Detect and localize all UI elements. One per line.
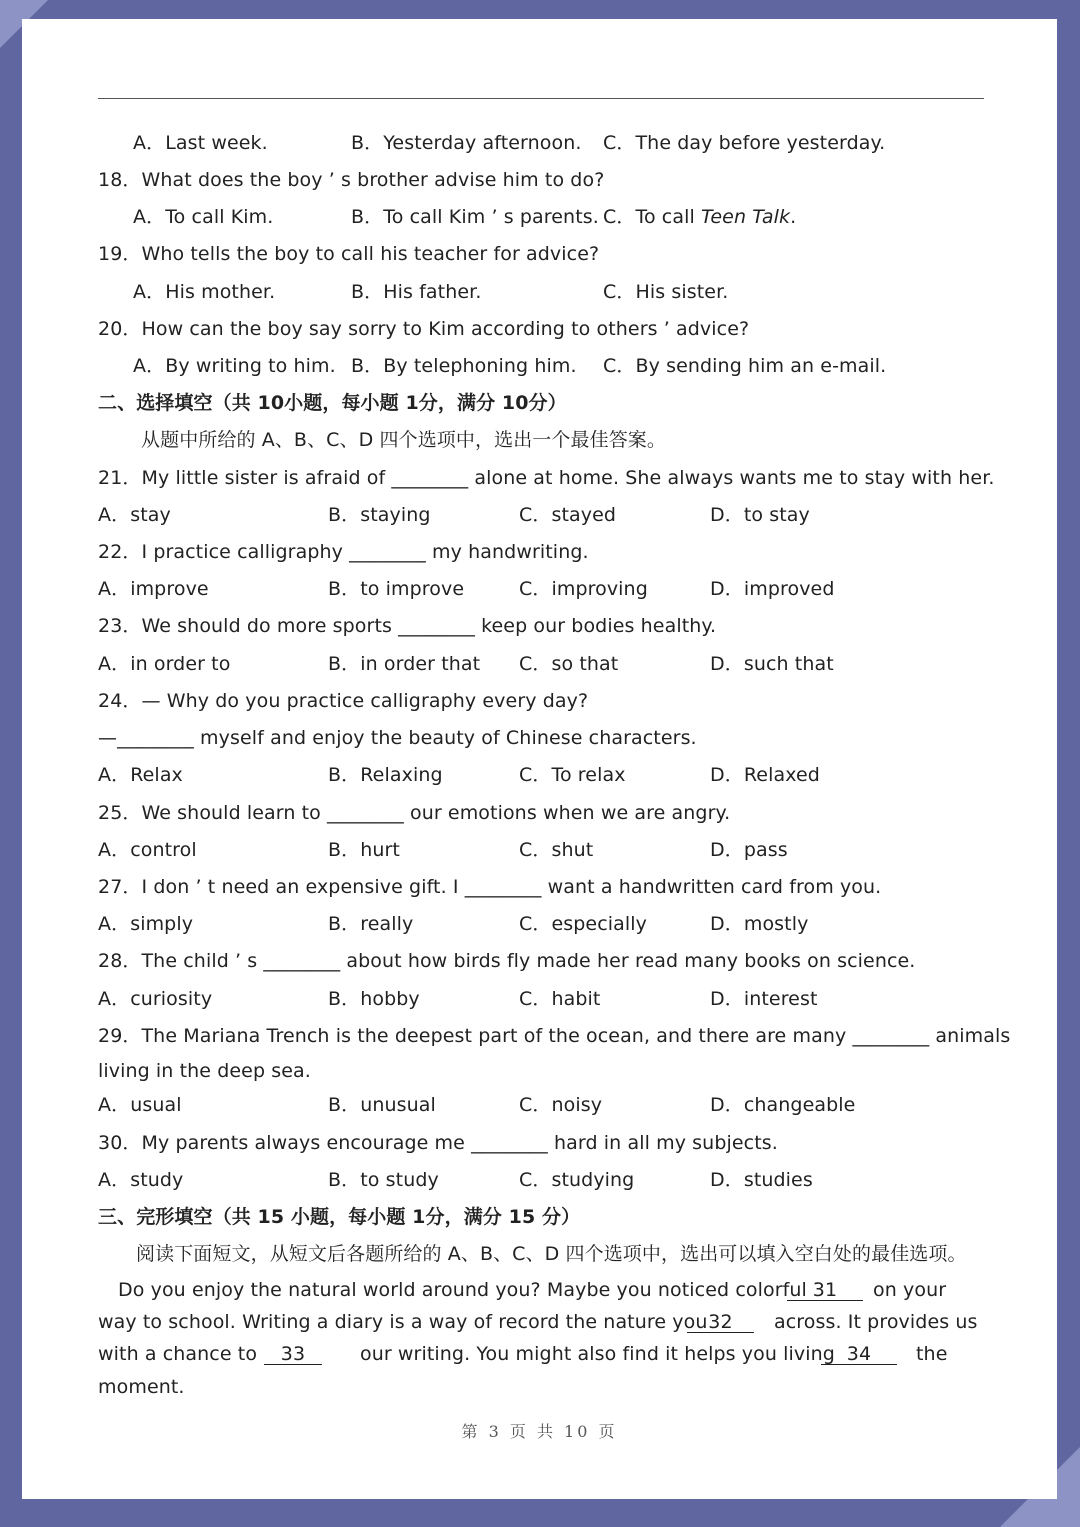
section3-instruction: 阅读下面短文，从短文后各题所给的 A、B、C、D 四个选项中，选出可以填入空白处的最佳选项。 bbox=[136, 1243, 967, 1265]
q19-option-b: B．His father. bbox=[351, 281, 482, 303]
section2-title: 二、选择填空（共 10小题，每小题 1分，满分 10分） bbox=[98, 392, 567, 414]
passage-line-4: moment. bbox=[98, 1376, 185, 1398]
q18-option-b: B．To call Kim ’ s parents. bbox=[351, 206, 599, 228]
q24-option-c: C．To relax bbox=[519, 764, 626, 786]
q24-answer-line: —________ myself and enjoy the beauty of Chinese characters. bbox=[98, 727, 697, 749]
q21-option-c: C．stayed bbox=[519, 504, 617, 526]
q22-question: 22．I practice calligraphy ________ my handwriting. bbox=[98, 541, 589, 563]
q23-option-d: D．such that bbox=[710, 653, 834, 675]
q18-option-c-end: . bbox=[790, 206, 797, 228]
q29-question: 29．The Mariana Trench is the deepest part of the ocean, and there are many ________ animals bbox=[98, 1025, 1011, 1047]
q20-option-b: B．By telephoning him. bbox=[351, 355, 577, 377]
q18-option-c-text: C．To call bbox=[603, 206, 701, 228]
q17-option-a: A．Last week. bbox=[133, 132, 268, 154]
q19-option-c: C．His sister. bbox=[603, 281, 729, 303]
q29-option-a: A．usual bbox=[98, 1094, 182, 1116]
q25-option-d: D．pass bbox=[710, 839, 788, 861]
q30-option-d: D．studies bbox=[710, 1169, 813, 1191]
q25-option-b: B．hurt bbox=[328, 839, 400, 861]
q30-option-a: A．study bbox=[98, 1169, 184, 1191]
blank-33: 33 bbox=[264, 1344, 322, 1365]
q28-option-c: C．habit bbox=[519, 988, 601, 1010]
passage-line-1-end: on your bbox=[873, 1279, 947, 1301]
q27-option-d: D．mostly bbox=[710, 913, 809, 935]
q18-option-a: A．To call Kim. bbox=[133, 206, 274, 228]
q28-question: 28．The child ’ s ________ about how birds fly made her read many books on science. bbox=[98, 950, 916, 972]
passage-line-2-text: way to school. Writing a diary is a way of record the nature you bbox=[98, 1311, 708, 1333]
passage-line-3-end: the bbox=[916, 1343, 948, 1365]
q23-option-a: A．in order to bbox=[98, 653, 231, 675]
q28-option-d: D．interest bbox=[710, 988, 818, 1010]
q17-option-c: C．The day before yesterday. bbox=[603, 132, 886, 154]
exam-page bbox=[22, 19, 1057, 1499]
q22-option-a: A．improve bbox=[98, 578, 209, 600]
q28-option-b: B．hobby bbox=[328, 988, 420, 1010]
blank-31: 31 bbox=[787, 1280, 863, 1301]
section3-title: 三、完形填空（共 15 小题，每小题 1分，满分 15 分） bbox=[98, 1206, 581, 1228]
q24-option-b: B．Relaxing bbox=[328, 764, 443, 786]
section2-instruction: 从题中所给的 A、B、C、D 四个选项中，选出一个最佳答案。 bbox=[141, 429, 667, 451]
q24-option-a: A．Relax bbox=[98, 764, 183, 786]
q30-question: 30．My parents always encourage me ________ hard in all my subjects. bbox=[98, 1132, 778, 1154]
q30-option-c: C．studying bbox=[519, 1169, 635, 1191]
passage-line-1-text: Do you enjoy the natural world around you? Maybe you noticed colorful bbox=[118, 1279, 807, 1301]
q27-question: 27．I don ’ t need an expensive gift. I ________ want a handwritten card from you. bbox=[98, 876, 882, 898]
q25-option-a: A．control bbox=[98, 839, 197, 861]
q29-option-c: C．noisy bbox=[519, 1094, 603, 1116]
q29-option-d: D．changeable bbox=[710, 1094, 856, 1116]
q19-question: 19．Who tells the boy to call his teacher for advice? bbox=[98, 243, 600, 265]
q22-option-c: C．improving bbox=[519, 578, 648, 600]
q21-option-d: D．to stay bbox=[710, 504, 810, 526]
blank-34: 34 bbox=[821, 1344, 897, 1365]
passage-line-2-end: across. It provides us bbox=[774, 1311, 978, 1333]
q22-option-b: B．to improve bbox=[328, 578, 465, 600]
q25-question: 25．We should learn to ________ our emotions when we are angry. bbox=[98, 802, 731, 824]
q27-option-a: A．simply bbox=[98, 913, 194, 935]
q28-option-a: A．curiosity bbox=[98, 988, 213, 1010]
q21-option-b: B．staying bbox=[328, 504, 431, 526]
q27-option-c: C．especially bbox=[519, 913, 647, 935]
q18-option-c-title: Teen Talk bbox=[701, 206, 791, 228]
q24-question: 24．— Why do you practice calligraphy every day? bbox=[98, 690, 589, 712]
q23-question: 23．We should do more sports ________ keep our bodies healthy. bbox=[98, 615, 717, 637]
q20-option-a: A．By writing to him. bbox=[133, 355, 336, 377]
q21-option-a: A．stay bbox=[98, 504, 171, 526]
q23-option-c: C．so that bbox=[519, 653, 619, 675]
q22-option-d: D．improved bbox=[710, 578, 835, 600]
passage-line-3-text: with a chance to bbox=[98, 1343, 258, 1365]
q18-question: 18．What does the boy ’ s brother advise him to do? bbox=[98, 169, 605, 191]
page-number-footer: 第 3 页 共 10 页 bbox=[461, 1422, 618, 1441]
q20-option-c: C．By sending him an e-mail. bbox=[603, 355, 887, 377]
header-rule bbox=[98, 98, 984, 99]
q19-option-a: A．His mother. bbox=[133, 281, 276, 303]
blank-32: 32 bbox=[687, 1312, 754, 1333]
q29-option-b: B．unusual bbox=[328, 1094, 436, 1116]
q20-question: 20．How can the boy say sorry to Kim according to others ’ advice? bbox=[98, 318, 750, 340]
q27-option-b: B．really bbox=[328, 913, 414, 935]
q18-option-c bbox=[603, 205, 796, 229]
q24-option-d: D．Relaxed bbox=[710, 764, 820, 786]
passage-line-3-mid: our writing. You might also find it helps you living bbox=[360, 1343, 835, 1365]
q23-option-b: B．in order that bbox=[328, 653, 481, 675]
q30-option-b: B．to study bbox=[328, 1169, 439, 1191]
q29-question-continued: living in the deep sea. bbox=[98, 1060, 311, 1082]
q21-question: 21．My little sister is afraid of ________ alone at home. She always wants me to stay with her. bbox=[98, 467, 995, 489]
q17-option-b: B．Yesterday afternoon. bbox=[351, 132, 582, 154]
q25-option-c: C．shut bbox=[519, 839, 594, 861]
